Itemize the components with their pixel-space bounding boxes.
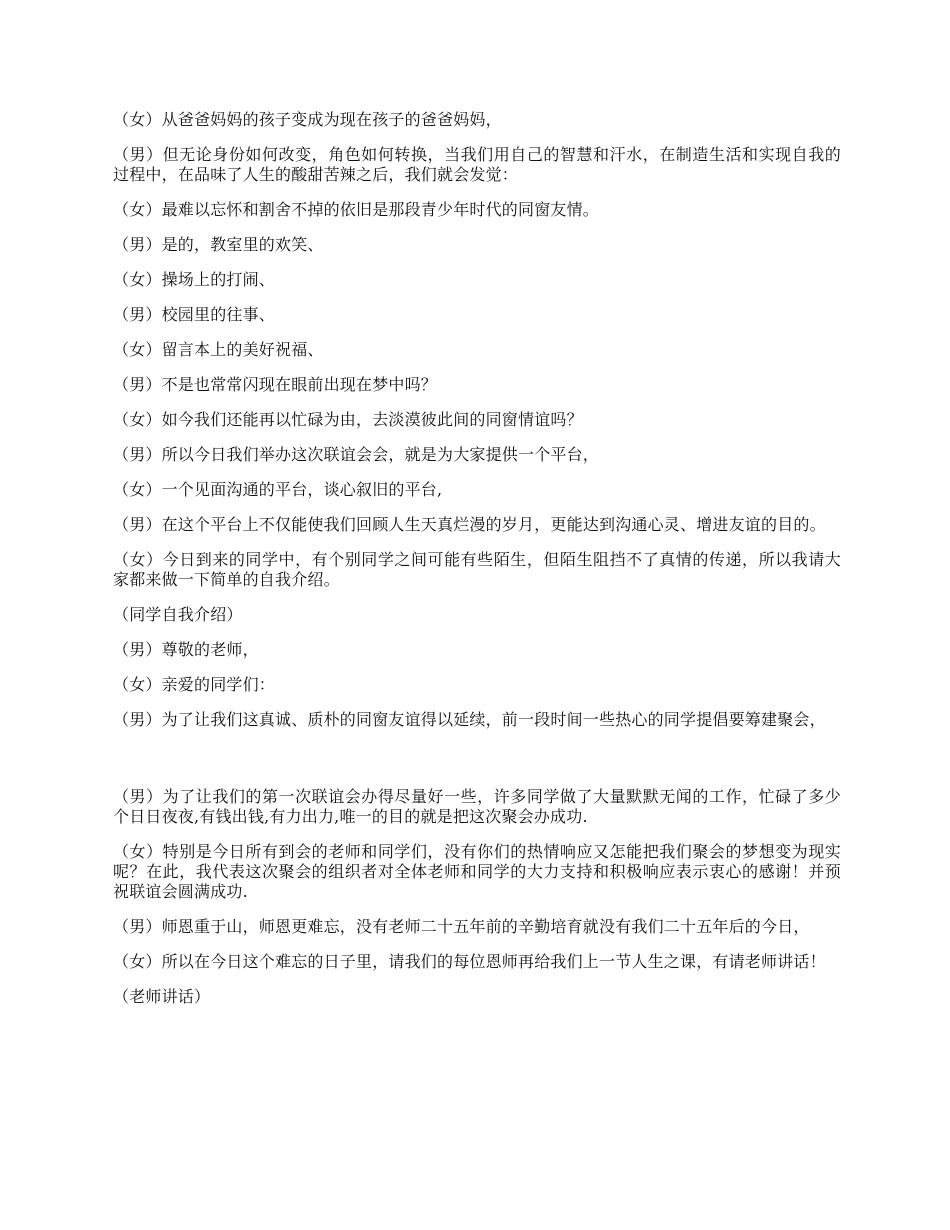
document-page (113, 110, 841, 1022)
paragraph: （男）师恩重于山，师恩更难忘，没有老师二十五年前的辛勤培育就没有我们二十五年后的今日， (113, 917, 810, 936)
paragraph: （男）为了让我们这真诚、质朴的同窗友谊得以延续，前一段时间一些热心的同学提倡要筹建聚会， (113, 710, 826, 729)
paragraph: （老师讲话） (113, 987, 211, 1006)
paragraph: （男）所以今日我们举办这次联谊会会，就是为大家提供一个平台， (113, 445, 600, 464)
paragraph: （女）亲爱的同学们： (113, 675, 276, 694)
paragraph: （男）校园里的往事、 (113, 305, 276, 324)
paragraph: （女）留言本上的美好祝福、 (113, 340, 324, 359)
paragraph: （男）尊敬的老师， (113, 640, 259, 659)
section-gap (113, 745, 841, 787)
paragraph: （女）所以在今日这个难忘的日子里，请我们的每位恩师再给我们上一节人生之课，有请老师讲话！ (113, 952, 826, 971)
paragraph: （男）不是也常常闪现在眼前出现在梦中吗？ (113, 375, 438, 394)
paragraph: （女）操场上的打闹、 (113, 270, 276, 289)
paragraph: （男）但无论身份如何改变，角色如何转换，当我们用自己的智慧和汗水，在制造生活和实现自我的过程中，在品味了人生的酸甜苦辣之后，我们就会发觉： (113, 145, 841, 184)
paragraph: （男）在这个平台上不仅能使我们回顾人生天真烂漫的岁月，更能达到沟通心灵、增进友谊的目的。 (113, 515, 826, 534)
paragraph: （男）是的，教室里的欢笑、 (113, 235, 324, 254)
paragraph: （女）特别是今日所有到会的老师和同学们，没有你们的热情响应又怎能把我们聚会的梦想变为现实呢？在此，我代表这次聚会的组织者对全体老师和同学的大力支持和积极响应表示衷心的感谢！并预祝联谊会圆满成功. (113, 842, 841, 901)
paragraph: （女）最难以忘怀和割舍不掉的依旧是那段青少年时代的同窗友情。 (113, 200, 600, 219)
paragraph: （女）如今我们还能再以忙碌为由，去淡漠彼此间的同窗情谊吗？ (113, 410, 583, 429)
paragraph: （男）为了让我们的第一次联谊会办得尽量好一些，许多同学做了大量默默无闻的工作，忙碌了多少个日日夜夜,有钱出钱,有力出力,唯一的目的就是把这次聚会办成功. (113, 787, 841, 826)
paragraph: （女）从爸爸妈妈的孩子变成为现在孩子的爸爸妈妈， (113, 110, 502, 129)
paragraph: （同学自我介绍） (113, 605, 243, 624)
paragraph: （女）一个见面沟通的平台，谈心叙旧的平台, (113, 480, 443, 499)
paragraph: （女）今日到来的同学中，有个别同学之间可能有些陌生，但陌生阻挡不了真情的传递，所以我请大家都来做一下简单的自我介绍。 (113, 550, 841, 589)
